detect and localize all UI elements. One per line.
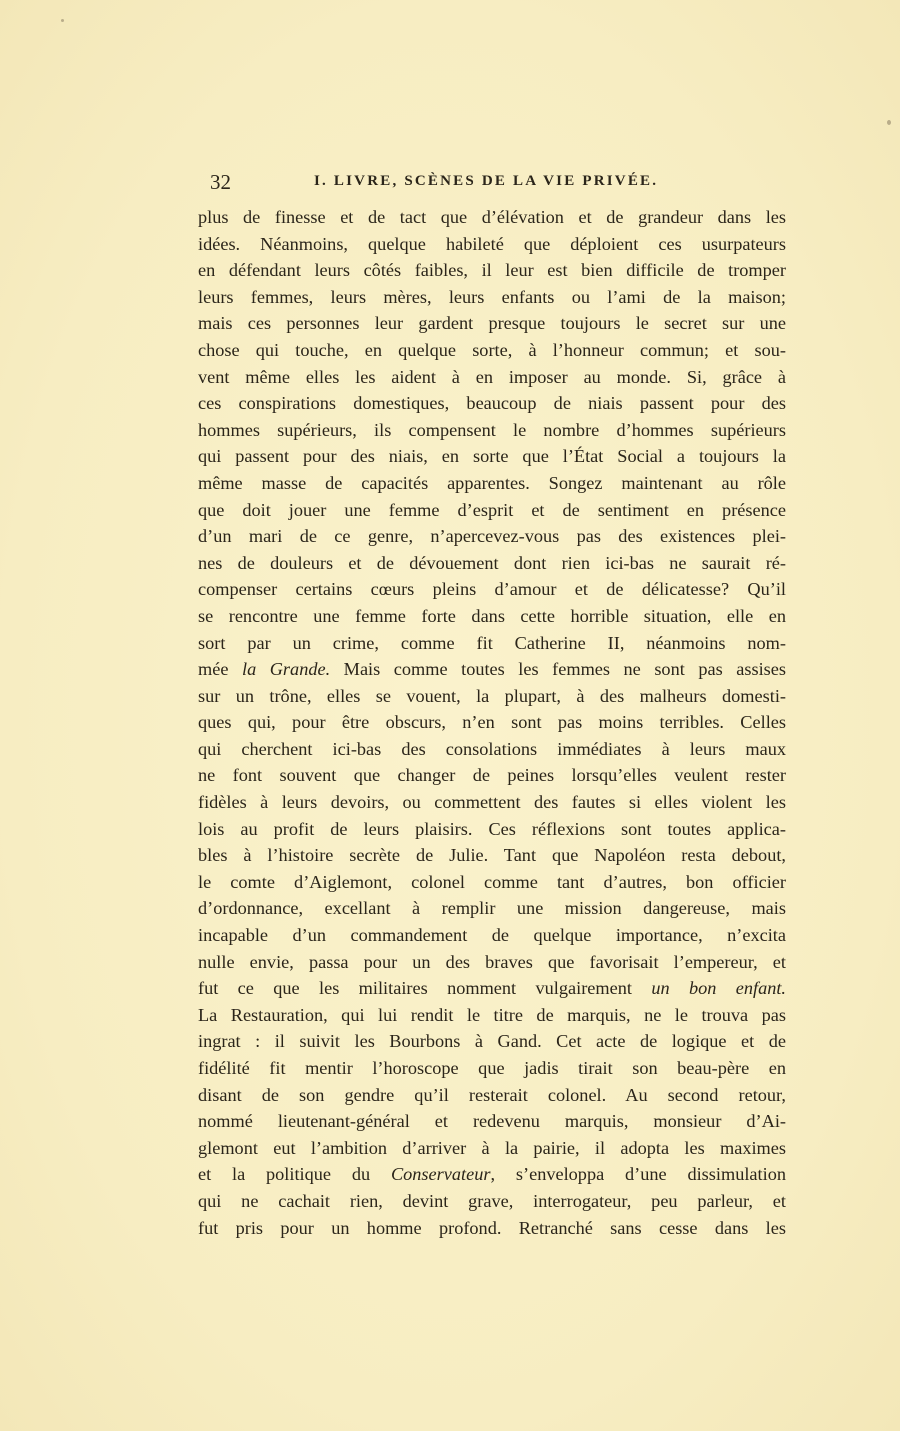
text-segment: ingrat : il suivit les Bourbons à Gand. Cet acte de logique et de <box>198 1031 786 1052</box>
text-line <box>198 709 786 736</box>
text-line <box>198 656 786 683</box>
text-line <box>198 257 786 284</box>
text-segment: lois au profit de leurs plaisirs. Ces réflexions sont toutes applica- <box>198 818 786 839</box>
text-line <box>198 975 786 1002</box>
text-line <box>198 310 786 337</box>
text-segment: sur un trône, elles se vouent, la plupart, à des malheurs domesti- <box>198 685 786 706</box>
text-segment: nulle envie, passa pour un des braves que favorisait l’empereur, et <box>198 951 786 972</box>
text-line <box>198 842 786 869</box>
text-segment: disant de son gendre qu’il resterait colonel. Au second retour, <box>198 1084 786 1105</box>
text-segment: ne font souvent que changer de peines lorsqu’elles veulent rester <box>198 765 786 786</box>
text-line <box>198 1215 786 1242</box>
text-line <box>198 736 786 763</box>
text-segment: mée <box>198 659 242 680</box>
text-line <box>198 1188 786 1215</box>
text-line <box>198 630 786 657</box>
text-line <box>198 443 786 470</box>
text-segment: Mais comme toutes les femmes ne sont pas assises <box>330 659 786 680</box>
text-line <box>198 497 786 524</box>
text-segment: et la politique du <box>198 1164 391 1185</box>
text-line <box>198 204 786 231</box>
text-segment: ces conspirations domestiques, beaucoup de niais passent pour des <box>198 393 786 414</box>
text-segment: sort par un crime, comme fit Catherine II, néanmoins nom- <box>198 632 786 653</box>
text-segment: vent même elles les aident à en imposer au monde. Si, grâce à <box>198 366 786 387</box>
text-line <box>198 762 786 789</box>
text-line <box>198 1082 786 1109</box>
text-line <box>198 390 786 417</box>
text-line <box>198 1055 786 1082</box>
text-segment: chose qui touche, en quelque sorte, à l’honneur commun; et sou- <box>198 339 786 360</box>
italic-text: un bon enfant. <box>651 978 786 999</box>
text-segment: leurs femmes, leurs mères, leurs enfants ou l’ami de la maison; <box>198 286 786 307</box>
text-segment: qui ne cachait rien, devint grave, interrogateur, peu parleur, et <box>198 1190 786 1211</box>
text-line <box>198 417 786 444</box>
text-segment: fut ce que les militaires nomment vulgairement <box>198 978 652 999</box>
text-line <box>198 337 786 364</box>
text-segment: le comte d’Aiglemont, colonel comme tant d’autres, bon officier <box>198 871 786 892</box>
text-line <box>198 550 786 577</box>
text-line <box>198 949 786 976</box>
text-segment: qui passent pour des niais, en sorte que l’État Social a toujours la <box>198 446 786 467</box>
running-title: I. LIVRE, SCÈNES DE LA VIE PRIVÉE. <box>314 173 659 189</box>
body-text <box>198 204 786 1241</box>
text-segment: ques qui, pour être obscurs, n’en sont pas moins terribles. Celles <box>198 712 786 733</box>
page-number: 32 <box>210 170 231 194</box>
text-line <box>198 1028 786 1055</box>
text-segment: idées. Néanmoins, quelque habileté que déploient ces usurpateurs <box>198 233 786 254</box>
text-segment: nommé lieutenant-général et redevenu marquis, monsieur d’Ai- <box>198 1111 786 1132</box>
text-segment: en défendant leurs côtés faibles, il leur est bien difficile de tromper <box>198 260 786 281</box>
text-line <box>198 869 786 896</box>
page-header <box>210 170 790 198</box>
text-segment: hommes supérieurs, ils compensent le nombre d’hommes supérieurs <box>198 419 786 440</box>
text-segment: fut pris pour un homme profond. Retranché sans cesse dans les <box>198 1217 786 1238</box>
text-segment: glemont eut l’ambition d’arriver à la pairie, il adopta les maximes <box>198 1137 786 1158</box>
text-line <box>198 683 786 710</box>
italic-text: Conservateur <box>390 1164 491 1185</box>
text-line <box>198 1135 786 1162</box>
text-line <box>198 523 786 550</box>
text-line <box>198 895 786 922</box>
text-segment: fidélité fit mentir l’horoscope que jadis tirait son beau-père en <box>198 1058 786 1078</box>
text-segment: plus de finesse et de tact que d’élévation et de grandeur dans les <box>198 207 786 227</box>
text-segment: mais ces personnes leur gardent presque toujours le secret sur une <box>198 313 786 334</box>
text-line <box>198 1002 786 1029</box>
text-segment: fidèles à leurs devoirs, ou commettent des fautes si elles violent les <box>198 792 786 813</box>
text-line <box>198 816 786 843</box>
text-line <box>198 603 786 630</box>
text-line <box>198 231 786 258</box>
text-line <box>198 1108 786 1135</box>
text-line <box>198 789 786 816</box>
text-segment: d’ordonnance, excellant à remplir une mission dangereuse, mais <box>198 898 786 919</box>
text-segment: même masse de capacités apparentes. Songez maintenant au rôle <box>198 472 786 493</box>
text-line <box>198 284 786 311</box>
text-segment: d’un mari de ce genre, n’apercevez-vous pas des existences plei- <box>198 526 786 547</box>
text-segment: se rencontre une femme forte dans cette horrible situation, elle en <box>198 605 786 626</box>
text-segment: que doit jouer une femme d’esprit et de sentiment en présence <box>198 499 786 520</box>
text-line <box>198 364 786 391</box>
text-segment: La Restauration, qui lui rendit le titre de marquis, ne le trouva pas <box>198 1004 786 1025</box>
text-segment: compenser certains cœurs pleins d’amour et de délicatesse? Qu’il <box>198 579 786 600</box>
text-segment: nes de douleurs et de dévouement dont rien ici-bas ne saurait ré- <box>198 552 786 573</box>
text-segment: , s’enveloppa d’une dissimulation <box>490 1164 786 1185</box>
text-line <box>198 922 786 949</box>
italic-text: la Grande. <box>241 659 331 680</box>
paper-speck <box>887 120 891 125</box>
text-segment: qui cherchent ici-bas des consolations immédiates à leurs maux <box>198 738 786 759</box>
text-line <box>198 576 786 603</box>
text-segment: incapable d’un commandement de quelque importance, n’excita <box>198 925 786 946</box>
text-line <box>198 470 786 497</box>
text-segment: bles à l’histoire secrète de Julie. Tant que Napoléon resta debout, <box>198 845 786 866</box>
text-line <box>198 1161 786 1188</box>
paper-speck <box>61 19 64 22</box>
